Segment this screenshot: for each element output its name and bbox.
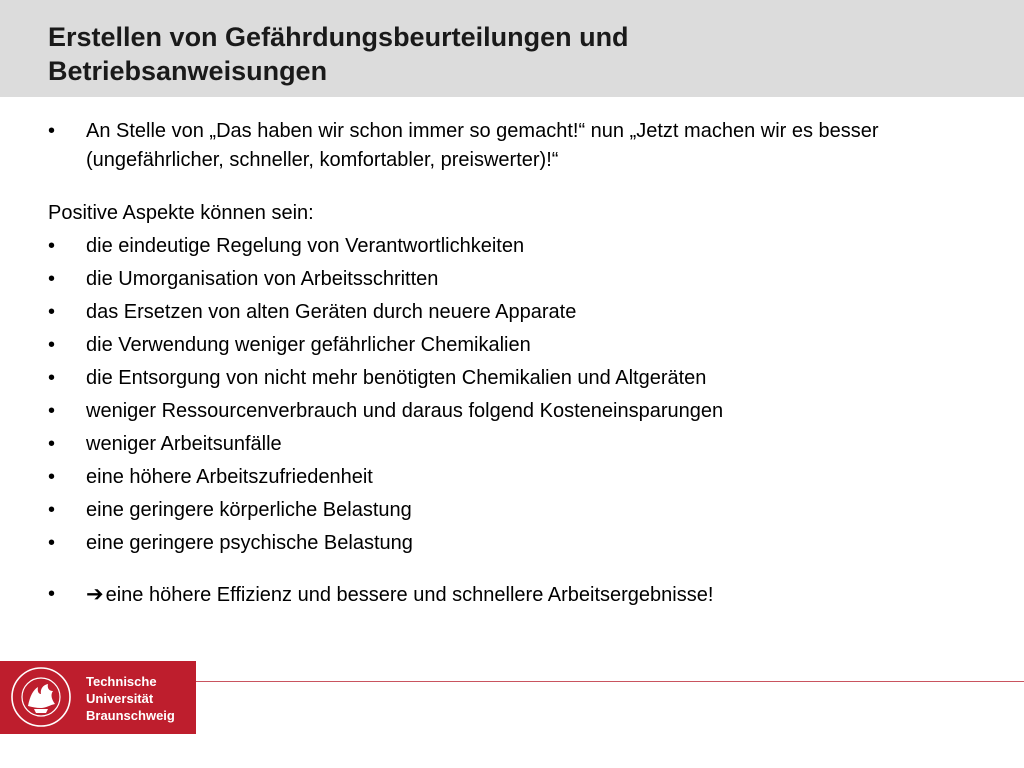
university-seal-icon — [10, 666, 72, 728]
aspect-text: die eindeutige Regelung von Verantwortlichkeiten — [86, 235, 525, 257]
aspect-text: weniger Arbeitsunfälle — [86, 433, 282, 455]
title-line-1: Erstellen von Gefährdungsbeurteilungen und — [48, 22, 629, 52]
aspect-item — [48, 397, 968, 426]
university-wordmark — [86, 673, 175, 724]
bullet-icon: • — [48, 532, 56, 554]
intro-text: An Stelle von „Das haben wir schon immer so gemacht!“ nun „Jetzt machen wir es besser (ungefährlicher, schneller, komfortabler, preiswerter)!“ — [86, 120, 879, 171]
aspect-item — [48, 265, 968, 294]
bullet-icon: • — [48, 499, 56, 521]
intro-bullet — [48, 117, 968, 175]
title-line-2: Betriebsanweisungen — [48, 56, 328, 86]
aspect-item — [48, 529, 968, 558]
bullet-icon: • — [48, 334, 56, 356]
aspect-item — [48, 364, 968, 393]
aspect-item — [48, 331, 968, 360]
section-heading: Positive Aspekte können sein: — [48, 202, 314, 224]
bullet-icon: • — [48, 583, 56, 605]
arrow-right-icon: ➔ — [86, 583, 104, 606]
logo-line-1: Technische — [86, 674, 157, 689]
logo-line-2: Universität — [86, 691, 154, 706]
conclusion-text: eine höhere Effizienz und bessere und schnellere Arbeitsergebnisse! — [105, 584, 714, 606]
aspect-text: eine höhere Arbeitszufriedenheit — [86, 466, 373, 488]
aspect-text: weniger Ressourcenverbrauch und daraus folgend Kosteneinsparungen — [86, 400, 724, 422]
aspect-item — [48, 463, 968, 492]
slide-content — [48, 117, 968, 614]
aspect-text: die Verwendung weniger gefährlicher Chemikalien — [86, 334, 531, 356]
slide-title — [48, 20, 988, 88]
aspect-text: die Entsorgung von nicht mehr benötigten Chemikalien und Altgeräten — [86, 367, 707, 389]
aspect-item — [48, 298, 968, 327]
conclusion-line — [86, 580, 968, 610]
conclusion-bullet — [48, 580, 968, 610]
university-logo — [0, 661, 196, 734]
aspect-item — [48, 430, 968, 459]
aspect-item — [48, 496, 968, 525]
logo-line-3: Braunschweig — [86, 708, 175, 723]
aspect-text: eine geringere psychische Belastung — [86, 532, 413, 554]
aspect-text: eine geringere körperliche Belastung — [86, 499, 412, 521]
bullet-icon: • — [48, 301, 56, 323]
bullet-icon: • — [48, 433, 56, 455]
bullet-icon: • — [48, 466, 56, 488]
aspect-text: die Umorganisation von Arbeitsschritten — [86, 268, 439, 290]
bullet-icon: • — [48, 268, 56, 290]
bullet-icon: • — [48, 400, 56, 422]
bullet-icon: • — [48, 120, 56, 142]
bullet-icon: • — [48, 367, 56, 389]
aspect-item — [48, 232, 968, 261]
bullet-icon: • — [48, 235, 56, 257]
footer-divider — [196, 681, 1024, 682]
aspect-text: das Ersetzen von alten Geräten durch neuere Apparate — [86, 301, 577, 323]
